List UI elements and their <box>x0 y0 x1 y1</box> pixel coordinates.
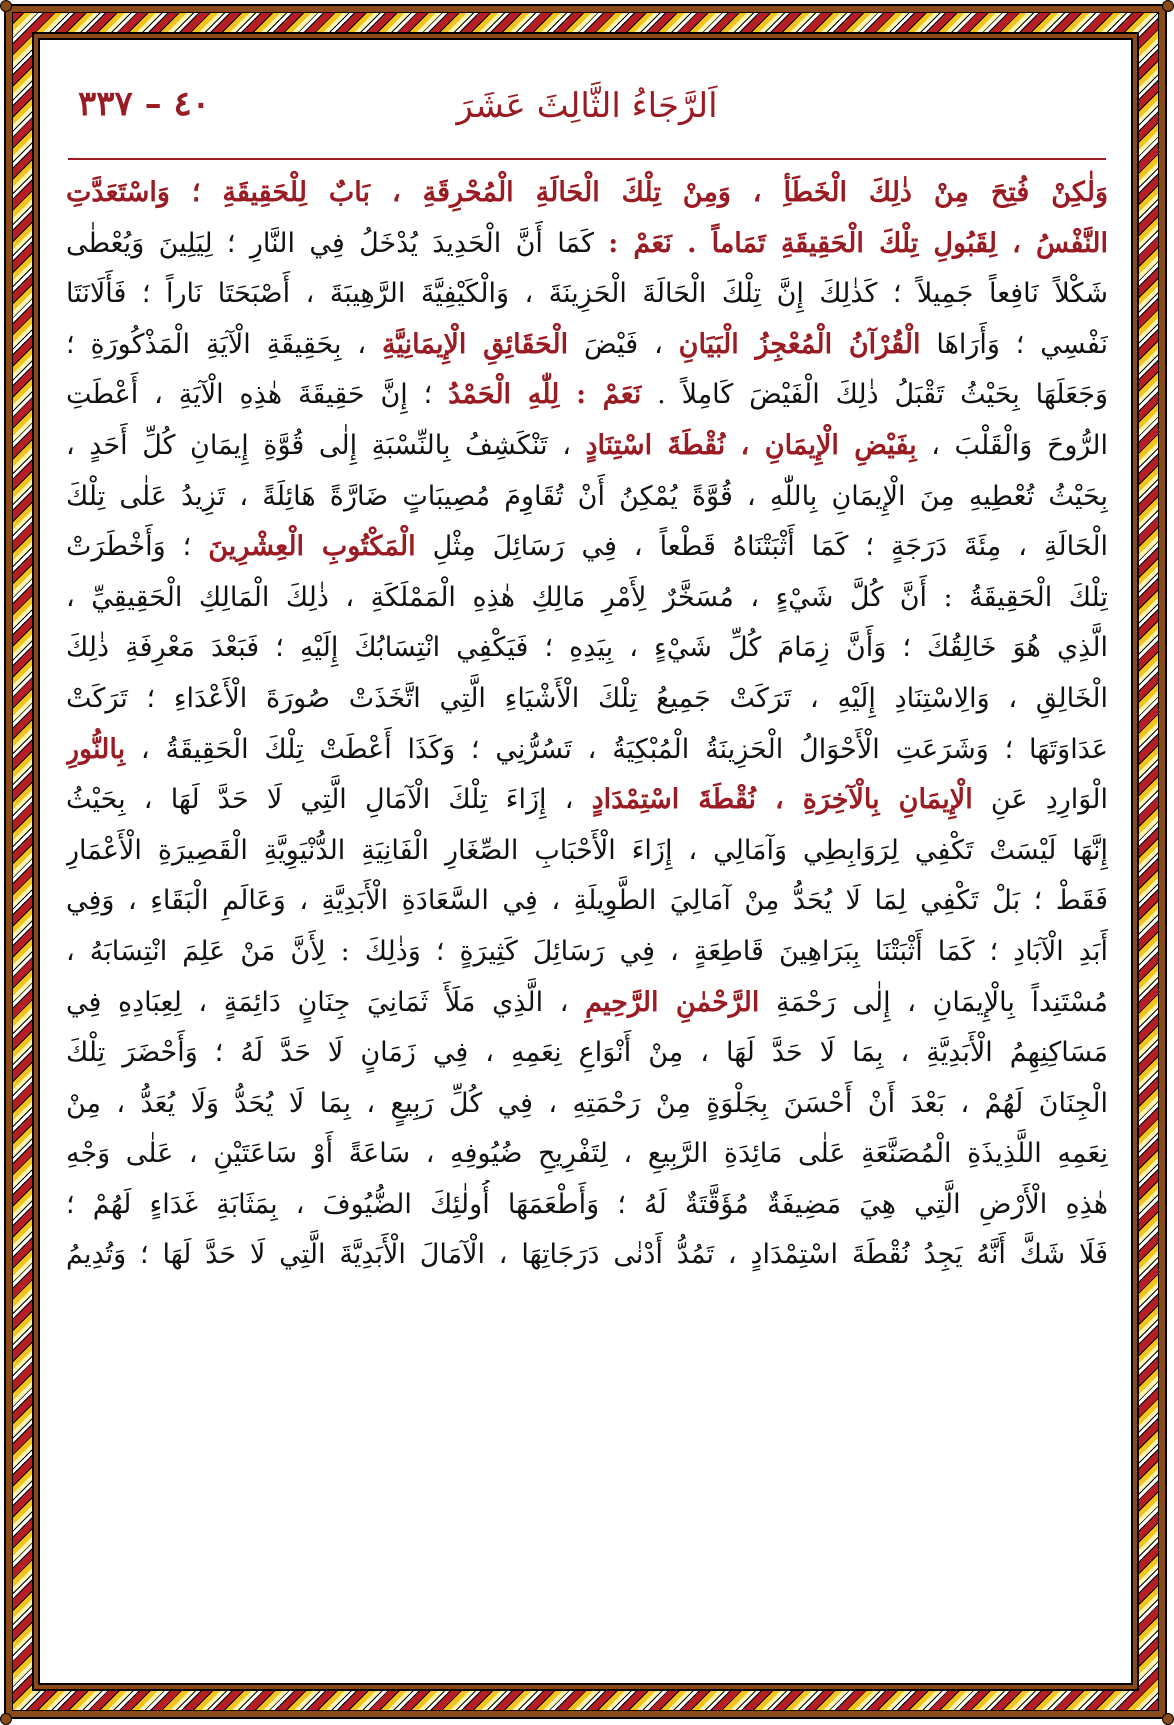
text-segment: شَكْلاً نَافِعاً جَمِيلاً ؛ كَذٰلِكَ إِنَّ تِلْكَ الْحَالَةَ الْحَزِينَةَ ، وَالْكَيْفِيَّةَ الرَّهِيبَةَ ، أَصْبَحَتَا نَاراً ؛ فَأَلَانَتَا <box>66 278 1108 310</box>
text-segment: الَّذِي هُوَ خَالِقُكَ ؛ وَأَنَّ زِمَامَ كُلِّ شَيْءٍ ، بِيَدِهِ ؛ فَيَكْفِي انْتِسَابُكَ إِلَيْهِ ؛ فَبَعْدَ مَعْرِفَةِ ذٰلِكَ <box>66 632 1108 664</box>
text-segment: ، الَّذِي مَلَأَ ثَمَانِيَ جِنَانٍ دَائِمَةٍ ، لِعِبَادِهِ فِي <box>66 986 586 1018</box>
corner-ornament-icon <box>0 0 12 12</box>
text-line <box>66 978 1108 1029</box>
highlighted-phrase: وَلٰكِنْ فُتِحَ مِنْ ذٰلِكَ الْخَطَأِ ، وَمِنْ تِلْكَ الْحَالَةِ الْمُحْرِقَةِ ، بَابٌ لِلْحَقِيقَةِ ؛ وَاسْتَعَدَّتِ <box>66 177 1108 208</box>
text-segment: وَجَعَلَهَا بِحَيْثُ تَقْبَلُ ذٰلِكَ الْفَيْضَ كَامِلاً . <box>641 379 1108 411</box>
text-line <box>66 472 1108 523</box>
text-line <box>66 219 1108 270</box>
highlighted-phrase: الْإِيمَانِ بِالْآخِرَةِ ، نُقْطَةَ اسْتِمْدَادٍ <box>591 784 973 816</box>
text-segment: بِحَيْثُ تُعْطِيهِ مِنَ الْإِيمَانِ بِاللّٰهِ ، قُوَّةً يُمْكِنُ أَنْ تُقَاوِمَ مُصِيبَاتٍ ضَارَّةً هَائِلَةً ، تَزِيدُ عَلٰى تِلْكَ <box>66 480 1108 512</box>
text-segment: هٰذِهِ الْأَرْضِ الَّتِي هِيَ مَضِيفَةٌ مُؤَقَّتَةٌ لَهُ ؛ وَأَطْعَمَهَا أُولٰئِكَ الضُّيُوفَ ، بِمَثَابَةِ غَدَاءٍ لَهُمْ ؛ <box>66 1188 1108 1220</box>
text-line <box>66 927 1108 978</box>
highlighted-phrase: الْقُرْآنُ الْمُعْجِزُ الْبَيَانِ <box>678 328 921 360</box>
text-line <box>66 775 1108 826</box>
highlighted-phrase: النَّفْسُ ، لِقَبُولِ تِلْكَ الْحَقِيقَةِ تَمَاماً . نَعَمْ : <box>608 227 1108 259</box>
text-line <box>66 269 1108 320</box>
text-segment: نَفْسِي ؛ وَأَرَاهَا <box>920 328 1108 360</box>
text-line <box>66 573 1108 624</box>
text-segment: ؛ إِنَّ حَقِيقَةَ هٰذِهِ الْآيَةِ ، أَعْطَتِ <box>66 379 449 411</box>
text-segment: عَدَاوَتَهَا ؛ وَشَرَعَتِ الْأَحْوَالُ الْحَزِينَةُ الْمُبْكِيَةُ ، تَسُرُّنِي ؛ وَكَذَا أَعْطَتْ تِلْكَ الْحَقِيقَةُ ، <box>125 733 1108 765</box>
text-segment: نِعَمِهِ اللَّذِيذَةِ الْمُصَنَّعَةِ عَلٰى مَائِدَةِ الرَّبِيعِ ، لِتَفْرِيحِ ضُيُوفِهِ ، سَاعَةً أَوْ سَاعَتَيْنِ ، عَلٰى وَجْهِ <box>66 1138 1108 1170</box>
text-segment: الْوَارِدِ عَنِ <box>972 784 1108 816</box>
text-line <box>66 1180 1108 1231</box>
text-line <box>66 826 1108 877</box>
highlighted-phrase: الْمَكْتُوبِ الْعِشْرِينَ <box>208 531 416 563</box>
text-segment: كَمَا أَنَّ الْحَدِيدَ يُدْخَلُ فِي النَّارِ ؛ لِيَلِينَ وَيُعْطٰى <box>66 227 609 259</box>
text-line <box>66 421 1108 472</box>
text-segment: ، بِحَقِيقَةِ الْآيَةِ الْمَذْكُورَةِ ؛ <box>66 328 382 360</box>
text-segment: الْجِنَانَ لَهُمْ ، بَعْدَ أَنْ أَحْسَنَ بِجَلْوَةٍ مِنْ رَحْمَتِهِ ، فِي كُلِّ رَبِيعٍ ، بِمَا لَا يُحَدُّ وَلَا يُعَدُّ ، مِنْ <box>66 1087 1108 1119</box>
text-segment: تِلْكَ الْحَقِيقَةُ : أَنَّ كُلَّ شَيْءٍ ، مُسَخَّرٌ لِأَمْرِ مَالِكِ هٰذِهِ الْمَمْلَكَةِ ، ذٰلِكَ الْمَالِكِ الْحَقِيقِيِّ ، <box>66 581 1108 613</box>
text-segment: أَبَدِ الْآبَادِ ؛ كَمَا أَثْبَتْنَا بِبَرَاهِينَ قَاطِعَةٍ ، فِي رَسَائِلَ كَثِيرَةٍ ؛ وَذٰلِكَ : لِأَنَّ مَنْ عَلِمَ انْتِسَابَهُ ، <box>66 935 1108 967</box>
text-segment: فَقَطْ ؛ بَلْ تَكْفِي لِمَا لَا يُحَدُّ مِنْ آمَالِيَ الطَّوِيلَةِ ، فِي السَّعَادَةِ الْأَبَدِيَّةِ ، وَعَالَمِ الْبَقَاءِ ، وَفِي <box>66 885 1108 917</box>
text-line <box>66 522 1108 573</box>
text-line <box>66 1028 1108 1079</box>
page-header <box>68 82 1106 134</box>
text-line <box>66 1230 1108 1281</box>
page-reference: ٤٠ – ٣٣٧ <box>78 84 211 124</box>
text-line <box>66 876 1108 927</box>
highlighted-phrase: نَعَمْ : لِلّٰهِ الْحَمْدُ <box>448 379 642 411</box>
body-text <box>66 168 1108 1281</box>
text-segment: مَسَاكِنِهِمُ الْأَبَدِيَّةِ ، بِمَا لَا حَدَّ لَهَا ، مِنْ أَنْوَاعِ نِعَمِهِ ، فِي زَمَانٍ لَا حَدَّ لَهُ ؛ وَأَحْضَرَ تِلْكَ <box>66 1037 1108 1069</box>
text-line <box>66 674 1108 725</box>
text-segment: مُسْتَنِداً بِالْإِيمَانِ ، إِلٰى رَحْمَةِ <box>759 986 1108 1018</box>
text-segment: ، فَيْضَ <box>568 328 679 360</box>
text-segment: الْخَالِقِ ، وَالِاسْتِنَادِ إِلَيْهِ ، تَرَكَتْ جَمِيعُ تِلْكَ الْأَشْيَاءِ الَّتِي اتَّخَذَتْ صُورَةَ الْأَعْدَاءِ ؛ تَرَكَتْ <box>66 682 1108 714</box>
text-segment: ، تَنْكَشِفُ بِالنِّسْبَةِ إِلٰى قُوَّةِ إِيمَانِ كُلِّ أَحَدٍ ، <box>66 429 586 461</box>
highlighted-phrase: الْحَقَائِقِ الْإِيمَانِيَّةِ <box>382 328 569 360</box>
corner-ornament-icon <box>1162 0 1174 12</box>
text-segment: ، إِزَاءَ تِلْكَ الْآمَالِ الَّتِي لَا حَدَّ لَهَا ، بِحَيْثُ <box>66 784 592 816</box>
text-segment: إِنَّهَا لَيْسَتْ تَكْفِي لِرَوَابِطِي وَآمَالِي ، إِزَاءَ الْأَحْبَابِ الصِّغَارِ الْفَانِيَةِ الدُّنْيَوِيَّةِ الْقَصِيرَةِ الْأَعْمَارِ <box>66 834 1108 866</box>
corner-ornament-icon <box>1162 1713 1174 1725</box>
text-segment: ؛ وَأَخْطَرَتْ <box>66 531 209 563</box>
text-line <box>66 623 1108 674</box>
highlighted-phrase: الرَّحْمٰنِ الرَّحِيمِ <box>585 986 760 1018</box>
text-segment: الرُّوحَ وَالْقَلْبَ ، <box>916 429 1108 461</box>
text-line <box>66 1079 1108 1130</box>
text-line <box>66 320 1108 371</box>
text-line <box>66 168 1108 219</box>
text-line <box>66 725 1108 776</box>
page-title: اَلرَّجَاءُ الثَّالِثَ عَشَرَ <box>456 86 718 126</box>
text-segment: فَلَا شَكَّ أَنَّهُ يَجِدُ نُقْطَةَ اسْتِمْدَادٍ ، تَمُدُّ أَدْنٰى دَرَجَاتِهَا ، الْآمَالَ الْأَبَدِيَّةَ الَّتِي لَا حَدَّ لَهَا ؛ وَتُدِيمُ <box>66 1239 1108 1271</box>
corner-ornament-icon <box>0 1713 12 1725</box>
highlighted-phrase: بِالنُّورِ <box>66 733 126 765</box>
text-segment: الْحَالَةِ ، مِئَةَ دَرَجَةٍ ؛ كَمَا أَثْبَتْنَاهُ قَطْعاً ، فِي رَسَائِلَ مِثْلِ <box>415 531 1108 563</box>
text-line <box>66 1129 1108 1180</box>
header-divider <box>68 158 1106 160</box>
text-line <box>66 370 1108 421</box>
highlighted-phrase: بِفَيْضِ الْإِيمَانِ ، نُقْطَةَ اسْتِنَادٍ <box>585 429 917 461</box>
